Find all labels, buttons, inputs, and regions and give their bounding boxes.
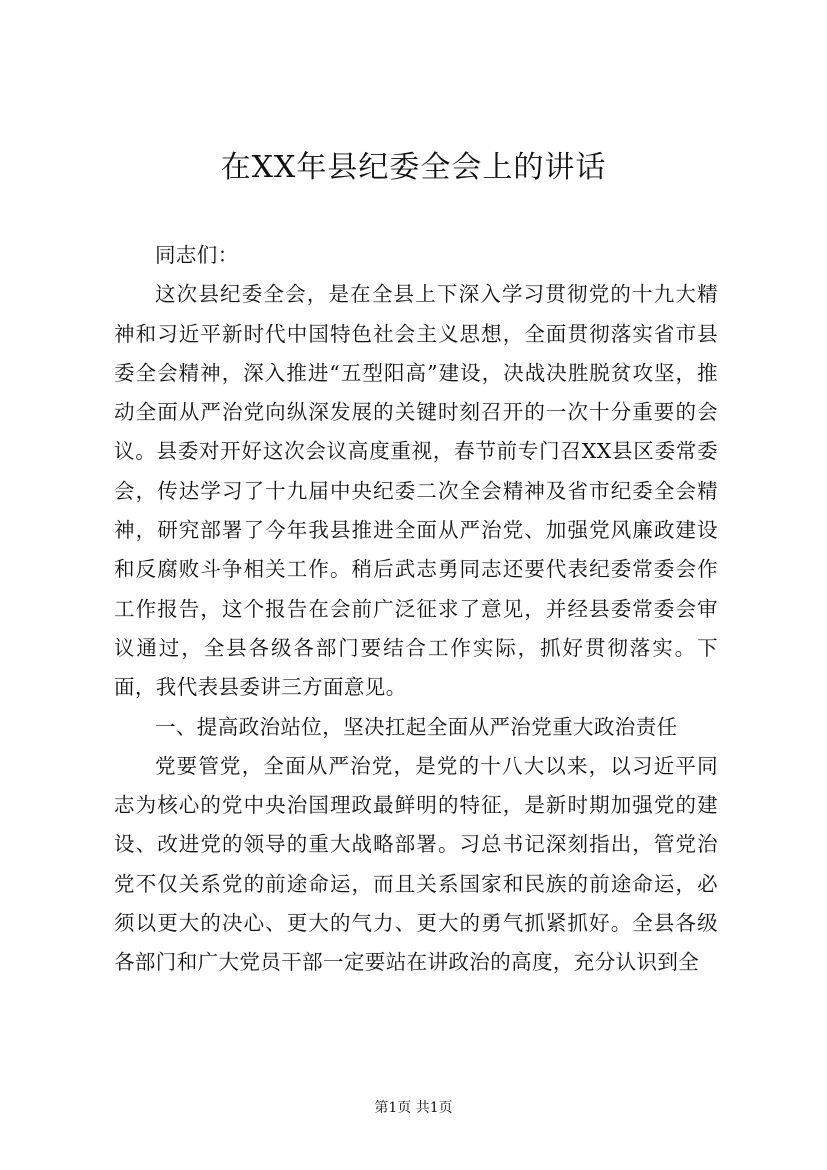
paragraph-opening: 这次县纪委全会，是在全县上下深入学习贯彻党的十九大精神和习近平新时代中国特色社会主义思想，全面贯彻落实省市县委全会精神，深入推进“五型阳高”建设，决战决胜脱贫攻坚，推动全面从严治党向纵深发展的关键时刻召开的一次十分重要的会议。县委对开好这次会议高度重视，春节前专门召XX县区委常委会，传达学习了十九届中央纪委二次全会精神及省市纪委全会精神，研究部署了今年我县推进全面从严治党、加强党风廉政建设和反腐败斗争相关工作。稍后武志勇同志还要代表纪委常委会作工作报告，这个报告在会前广泛征求了意见，并经县委常委会审议通过，全县各级各部门要结合工作实际，抓好贯彻落实。下面，我代表县委讲三方面意见。 [114, 282, 718, 700]
document-body [114, 236, 718, 983]
paragraph-section-1: 党要管党，全面从严治党，是党的十八大以来，以习近平同志为核心的党中央治国理政最鲜明的特征，是新时期加强党的建设、改进党的领导的重大战略部署。习总书记深刻指出，管党治党不仅关系党的前途命运，而且关系国家和民族的前途命运，必须以更大的决心、更大的气力、更大的勇气抓紧抓好。全县各级各部门和广大党员干部一定要站在讲政治的高度，充分认识到全 [114, 753, 718, 975]
page-footer: 第1页 共1页 [374, 1100, 453, 1116]
salutation: 同志们： [155, 243, 239, 267]
section-heading-1: 一、提高政治站位，坚决扛起全面从严治党重大政治责任 [155, 714, 678, 739]
document-title: 在XX年县纪委全会上的讲话 [220, 150, 607, 185]
